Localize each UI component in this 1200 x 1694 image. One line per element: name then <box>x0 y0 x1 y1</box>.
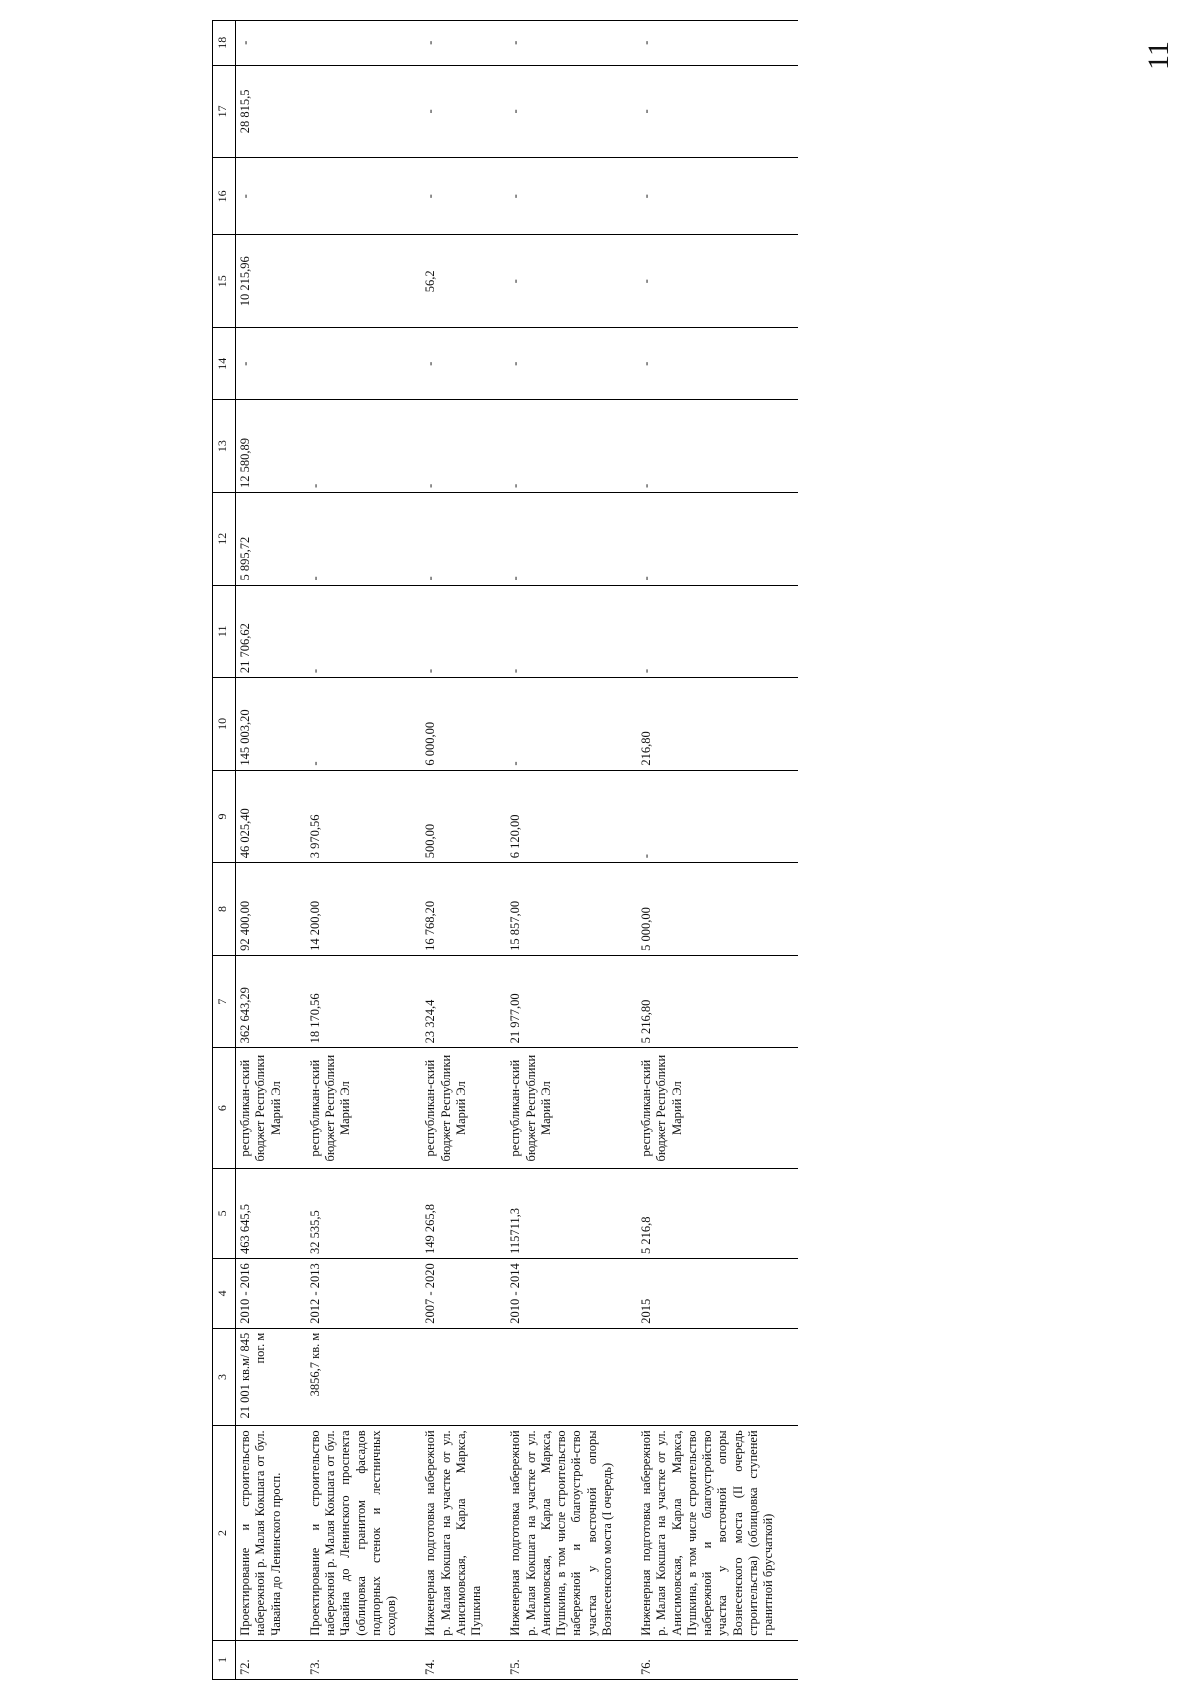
cell-c13: - <box>506 400 637 493</box>
column-header-3: 3 <box>213 1328 236 1426</box>
column-header-13: 13 <box>213 400 236 493</box>
cell-period: 2010 - 2014 <box>506 1258 637 1328</box>
cell-c16: - <box>637 158 798 235</box>
cell-c7: 21 977,00 <box>506 955 637 1048</box>
cell-c12: - <box>506 492 637 585</box>
cell-no: 75. <box>506 1640 637 1679</box>
cell-c18 <box>306 21 422 66</box>
cell-c16 <box>306 158 422 235</box>
cell-c15: 10 215,96 <box>236 235 306 328</box>
column-header-8: 8 <box>213 863 236 956</box>
cell-period: 2010 - 2016 <box>236 1258 306 1328</box>
column-header-1: 1 <box>213 1640 236 1679</box>
cell-c7: 18 170,56 <box>306 955 422 1048</box>
table-row <box>506 21 637 1680</box>
table-row <box>421 21 506 1680</box>
column-header-9: 9 <box>213 770 236 863</box>
budget-table <box>212 20 798 1680</box>
cell-period: 2012 - 2013 <box>306 1258 422 1328</box>
cell-c11: 21 706,62 <box>236 585 306 678</box>
cell-c9: 6 120,00 <box>506 770 637 863</box>
cell-source: республикан-ский бюджет Республики Марий Эл <box>236 1048 306 1168</box>
column-header-10: 10 <box>213 678 236 771</box>
cell-c16: - <box>506 158 637 235</box>
column-header-11: 11 <box>213 585 236 678</box>
cell-c17: - <box>637 65 798 158</box>
cell-c15: - <box>506 235 637 328</box>
cell-c13: - <box>421 400 506 493</box>
cell-c9: 3 970,56 <box>306 770 422 863</box>
cell-c11: - <box>506 585 637 678</box>
cell-no: 73. <box>306 1640 422 1679</box>
cell-name: Инженерная подготовка набережной р. Малая Кокшага на участке от ул. Анисимовская, Карла Маркса, Пушкина <box>421 1426 506 1640</box>
cell-name: Проектирование и строительство набережной р. Малая Кокшага от бул. Чавайна до Ленинского просп. <box>236 1426 306 1640</box>
cell-c8: 16 768,20 <box>421 863 506 956</box>
cell-source: республикан-ский бюджет Республики Марий Эл <box>506 1048 637 1168</box>
cell-source: республикан-ский бюджет Республики Марий Эл <box>421 1048 506 1168</box>
column-header-18: 18 <box>213 21 236 66</box>
cell-c8: 15 857,00 <box>506 863 637 956</box>
cell-c9: 500,00 <box>421 770 506 863</box>
cell-c15 <box>306 235 422 328</box>
cell-c9: - <box>637 770 798 863</box>
cell-c18: - <box>637 21 798 66</box>
cell-c11: - <box>637 585 798 678</box>
cell-no: 74. <box>421 1640 506 1679</box>
cell-no: 72. <box>236 1640 306 1679</box>
cell-c17: - <box>506 65 637 158</box>
cell-source: республикан-ский бюджет Республики Марий Эл <box>306 1048 422 1168</box>
cell-c5: 32 535,5 <box>306 1168 422 1258</box>
column-header-14: 14 <box>213 328 236 400</box>
cell-c9: 46 025,40 <box>236 770 306 863</box>
cell-c10: 145 003,20 <box>236 678 306 771</box>
cell-c16: - <box>421 158 506 235</box>
cell-c14: - <box>421 328 506 400</box>
cell-name: Инженерная подготовка набережной р. Малая Кокшага на участке от ул. Анисимовская, Карла Маркса, Пушкина, в том числе строительство набережной и благоустрой-ство участка у восточной опоры Вознесенского моста (I очередь) <box>506 1426 637 1640</box>
column-header-17: 17 <box>213 65 236 158</box>
cell-c16: - <box>236 158 306 235</box>
cell-c5: 463 645,5 <box>236 1168 306 1258</box>
cell-c7: 23 324,4 <box>421 955 506 1048</box>
cell-c11: - <box>306 585 422 678</box>
cell-c17: - <box>421 65 506 158</box>
cell-c17: 28 815,5 <box>236 65 306 158</box>
cell-capacity <box>637 1328 798 1426</box>
page-number: 11 <box>1142 41 1175 70</box>
cell-c5: 149 265,8 <box>421 1168 506 1258</box>
cell-c11: - <box>421 585 506 678</box>
cell-c12: - <box>421 492 506 585</box>
column-header-4: 4 <box>213 1258 236 1328</box>
cell-no: 76. <box>637 1640 798 1679</box>
cell-capacity <box>421 1328 506 1426</box>
cell-period: 2007 - 2020 <box>421 1258 506 1328</box>
cell-name: Инженерная подготовка набережной р. Малая Кокшага на участке от ул. Анисимовская, Карла Маркса, Пушкина, в том числе строительство набережной и благоустройство участка у восточной опоры Вознесенского моста (II очередь строительства) (облицовка ступеней гранитной брусчаткой) <box>637 1426 798 1640</box>
cell-c13: - <box>306 400 422 493</box>
cell-c17 <box>306 65 422 158</box>
cell-c14: - <box>637 328 798 400</box>
cell-c14: - <box>506 328 637 400</box>
cell-c10: 6 000,00 <box>421 678 506 771</box>
cell-c13: - <box>637 400 798 493</box>
cell-c8: 14 200,00 <box>306 863 422 956</box>
cell-c18: - <box>421 21 506 66</box>
cell-c15: - <box>637 235 798 328</box>
cell-c12: 5 895,72 <box>236 492 306 585</box>
cell-source: республикан-ский бюджет Республики Марий Эл <box>637 1048 798 1168</box>
cell-name: Проектирование и строительство набережной р. Малая Кокшага от бул. Чавайна до Ленинского проспекта (облицовка гранитом фасадов подпорных стенок и лестничных сходов) <box>306 1426 422 1640</box>
column-header-6: 6 <box>213 1048 236 1168</box>
table-row <box>637 21 798 1680</box>
cell-c7: 5 216,80 <box>637 955 798 1048</box>
column-header-7: 7 <box>213 955 236 1048</box>
cell-c5: 5 216,8 <box>637 1168 798 1258</box>
cell-c14: - <box>236 328 306 400</box>
cell-c8: 5 000,00 <box>637 863 798 956</box>
cell-c14 <box>306 328 422 400</box>
cell-c8: 92 400,00 <box>236 863 306 956</box>
cell-c18: - <box>236 21 306 66</box>
column-header-12: 12 <box>213 492 236 585</box>
cell-c10: 216,80 <box>637 678 798 771</box>
cell-c12: - <box>306 492 422 585</box>
cell-c10: - <box>506 678 637 771</box>
cell-c13: 12 580,89 <box>236 400 306 493</box>
cell-capacity: 3856,7 кв. м <box>306 1328 422 1426</box>
table-row <box>236 21 306 1680</box>
cell-c15: 56,2 <box>421 235 506 328</box>
cell-c12: - <box>637 492 798 585</box>
cell-c5: 115711,3 <box>506 1168 637 1258</box>
column-header-2: 2 <box>213 1426 236 1640</box>
column-header-5: 5 <box>213 1168 236 1258</box>
table-body <box>236 21 799 1680</box>
table-row <box>306 21 422 1680</box>
cell-capacity <box>506 1328 637 1426</box>
cell-capacity: 21 001 кв.м/ 845 пог. м <box>236 1328 306 1426</box>
cell-c18: - <box>506 21 637 66</box>
column-header-15: 15 <box>213 235 236 328</box>
cell-c10: - <box>306 678 422 771</box>
cell-c7: 362 643,29 <box>236 955 306 1048</box>
column-header-16: 16 <box>213 158 236 235</box>
cell-period: 2015 <box>637 1258 798 1328</box>
rotated-table-area <box>212 20 1192 1680</box>
header-row <box>213 21 236 1680</box>
